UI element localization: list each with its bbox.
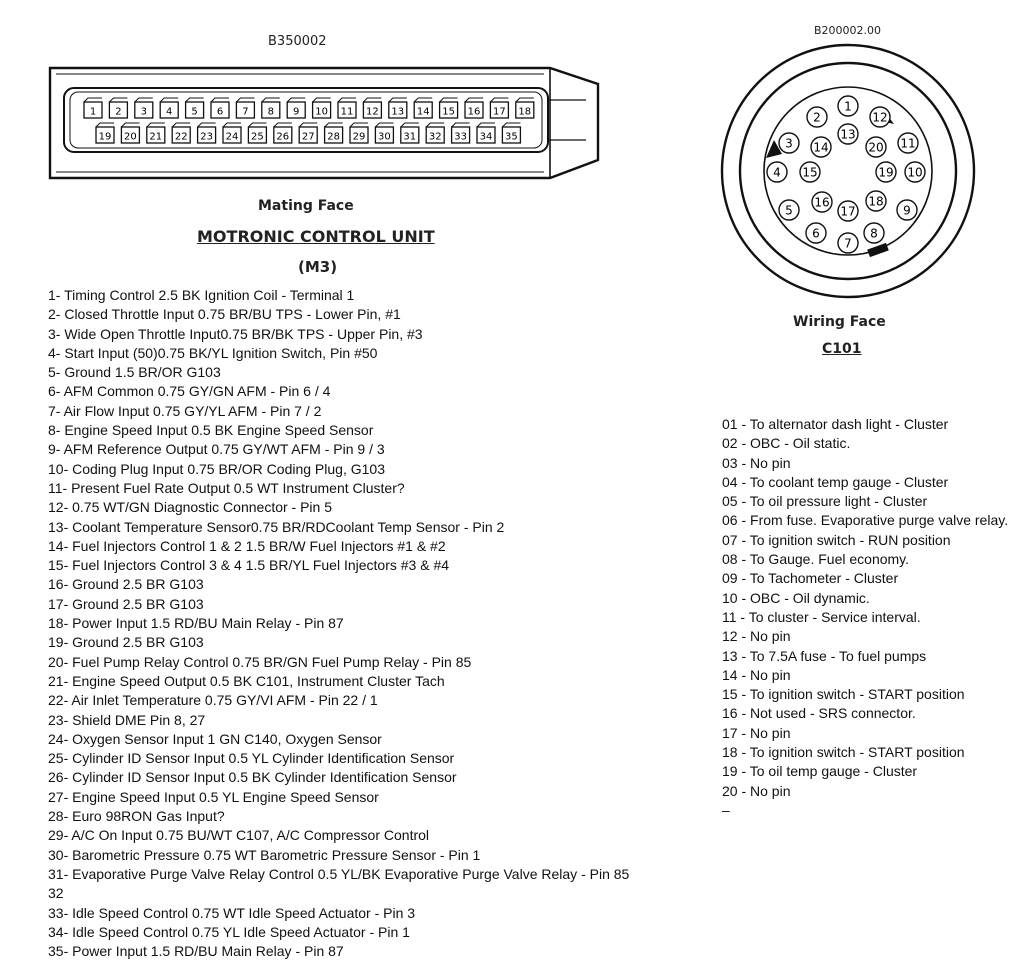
c101-pin <box>866 137 886 157</box>
connector-pin <box>502 123 520 143</box>
ecu-pin-item: 27- Engine Speed Input 0.5 YL Engine Speed Sensor <box>48 788 379 805</box>
c101-pin-label: 13 <box>840 127 856 142</box>
c101-pin <box>870 107 890 127</box>
connector-pin-label: 26 <box>276 131 290 143</box>
connector-pin <box>363 98 381 118</box>
c101-pin-label: 6 <box>812 226 820 241</box>
connector-pin <box>96 123 114 143</box>
c101-pin-label: 4 <box>773 165 781 180</box>
c101-pin-label: 15 <box>802 165 818 180</box>
connector-pin <box>109 98 127 118</box>
c101-pin-item: 04 - To coolant temp gauge - Cluster <box>722 473 949 490</box>
c101-pin-item: 20 - No pin <box>722 782 791 799</box>
ecu-pin-item: 33- Idle Speed Control 0.75 WT Idle Speed Actuator - Pin 3 <box>48 904 416 921</box>
c101-pin-label: 10 <box>907 165 923 180</box>
c101-pin-item: – <box>722 801 730 818</box>
c101-pin <box>779 133 799 153</box>
connector-pin <box>389 98 407 118</box>
connector-pin <box>160 98 178 118</box>
c101-pin <box>838 96 858 116</box>
connector-pin-label: 21 <box>149 131 163 143</box>
ecu-pin-item: 20- Fuel Pump Relay Control 0.75 BR/GN Fuel Pump Relay - Pin 85 <box>48 653 472 670</box>
connector-pin <box>274 123 292 143</box>
c101-pin-label: 8 <box>870 226 878 241</box>
c101-pin-label: 3 <box>785 136 793 151</box>
c101-pin-item: 15 - To ignition switch - START position <box>722 686 965 703</box>
connector-pin-label: 5 <box>191 106 198 118</box>
ecu-pin-item: 13- Coolant Temperature Sensor0.75 BR/RDCoolant Temp Sensor - Pin 2 <box>48 518 505 535</box>
ecu-pin-item: 11- Present Fuel Rate Output 0.5 WT Instrument Cluster? <box>48 479 405 496</box>
c101-pin-label: 20 <box>868 140 884 155</box>
c101-pin <box>838 233 858 253</box>
connector-pin <box>401 123 419 143</box>
c101-pin-item: 17 - No pin <box>722 724 791 741</box>
c101-pin-item: 18 - To ignition switch - START position <box>722 744 965 761</box>
connector-pin <box>426 123 444 143</box>
connector-pin <box>287 98 305 118</box>
c101-pin-item: 03 - No pin <box>722 454 791 471</box>
c101-connector-diagram <box>718 40 984 306</box>
c101-pin-label: 2 <box>813 110 821 125</box>
connector-pin-label: 12 <box>366 106 379 118</box>
ecu-pin-item: 4- Start Input (50)0.75 BK/YL Ignition Switch, Pin #50 <box>48 344 378 361</box>
c101-pin-item: 11 - To cluster - Service interval. <box>722 608 921 625</box>
connector-pin <box>452 123 470 143</box>
ecu-pin-item: 32 <box>48 885 64 902</box>
c101-pin <box>898 133 918 153</box>
ecu-pin-item: 26- Cylinder ID Sensor Input 0.5 BK Cylinder Identification Sensor <box>48 769 457 786</box>
connector-pin <box>490 98 508 118</box>
connector-pin <box>338 98 356 118</box>
connector-pin <box>375 123 393 143</box>
connector-pin <box>516 98 534 118</box>
connector-pin <box>236 98 254 118</box>
ecu-pin-item: 5- Ground 1.5 BR/OR G103 <box>48 364 221 381</box>
c101-pin <box>807 107 827 127</box>
c101-pin <box>767 162 787 182</box>
c101-pin <box>806 223 826 243</box>
ecu-pin-item: 12- 0.75 WT/GN Diagnostic Connector - Pin 5 <box>48 499 333 516</box>
connector-pin <box>223 123 241 143</box>
connector-pin-label: 14 <box>416 106 430 118</box>
ecu-pin-item: 28- Euro 98RON Gas Input? <box>48 808 225 825</box>
ecu-part-code: B350002 <box>268 34 327 49</box>
connector-pin-label: 18 <box>518 106 532 118</box>
c101-pin <box>779 200 799 220</box>
connector-pin-label: 25 <box>251 131 264 143</box>
ecu-pin-item: 10- Coding Plug Input 0.75 BR/OR Coding Plug, G103 <box>48 460 385 477</box>
connector-pin <box>248 123 266 143</box>
c101-pin-label: 12 <box>872 110 888 125</box>
connector-pin-label: 13 <box>391 106 405 118</box>
c101-pin-item: 16 - Not used - SRS connector. <box>722 705 916 722</box>
c101-pin-item: 09 - To Tachometer - Cluster <box>722 570 899 587</box>
connector-pin <box>440 98 458 118</box>
connector-pin <box>350 123 368 143</box>
c101-pin-item: 10 - OBC - Oil dynamic. <box>722 589 870 606</box>
connector-pin-label: 2 <box>115 106 122 118</box>
c101-pin-label: 18 <box>868 194 884 209</box>
ecu-pin-item: 7- Air Flow Input 0.75 GY/YL AFM - Pin 7 / 2 <box>48 402 322 419</box>
connector-pin-label: 9 <box>293 106 300 118</box>
ecu-pin-item: 15- Fuel Injectors Control 3 & 4 1.5 BR/YL Fuel Injectors #3 & #4 <box>48 557 450 574</box>
c101-pin-list <box>722 415 1008 820</box>
ecu-pin-item: 6- AFM Common 0.75 GY/GN AFM - Pin 6 / 4 <box>48 383 331 400</box>
c101-pin-item: 12 - No pin <box>722 628 791 645</box>
page-subtitle: (M3) <box>298 258 338 276</box>
ecu-pin-item: 21- Engine Speed Output 0.5 BK C101, Instrument Cluster Tach <box>48 672 445 689</box>
c101-pin <box>811 137 831 157</box>
ecu-pin-item: 35- Power Input 1.5 RD/BU Main Relay - Pin 87 <box>48 943 344 960</box>
ecu-pin-item: 22- Air Inlet Temperature 0.75 GY/VI AFM - Pin 22 / 1 <box>48 692 378 709</box>
ecu-pin-item: 34- Idle Speed Control 0.75 YL Idle Speed Actuator - Pin 1 <box>48 923 410 940</box>
connector-name: C101 <box>822 341 862 357</box>
c101-pin-item: 06 - From fuse. Evaporative purge valve relay. <box>722 512 1009 529</box>
connector-pin <box>147 123 165 143</box>
c101-pin-label: 5 <box>785 203 793 218</box>
connector-pin <box>477 123 495 143</box>
connector-pin-label: 24 <box>225 131 239 143</box>
mating-face-label: Mating Face <box>258 198 354 214</box>
c101-pin-label: 9 <box>903 203 911 218</box>
connector-pin-label: 8 <box>267 106 274 118</box>
connector-pin-label: 10 <box>315 106 328 118</box>
connector-pin-label: 35 <box>505 131 518 143</box>
connector-pin-label: 17 <box>493 106 506 118</box>
connector-pin-label: 29 <box>352 131 366 143</box>
connector-pin-label: 31 <box>403 131 417 143</box>
ecu-pin-item: 30- Barometric Pressure 0.75 WT Barometric Pressure Sensor - Pin 1 <box>48 846 481 863</box>
connector-pin <box>135 98 153 118</box>
connector-pin-label: 16 <box>467 106 481 118</box>
connector-pin-label: 22 <box>174 131 188 143</box>
c101-pin-item: 19 - To oil temp gauge - Cluster <box>722 763 918 780</box>
connector-pin-label: 30 <box>378 131 391 143</box>
connector-pin <box>262 98 280 118</box>
connector-pin-label: 34 <box>479 131 493 143</box>
connector-pin-label: 28 <box>327 131 340 143</box>
ecu-pin-list <box>48 286 629 961</box>
connector-pin-label: 32 <box>428 131 442 143</box>
ecu-pin-item: 8- Engine Speed Input 0.5 BK Engine Speed Sensor <box>48 422 374 439</box>
c101-pin <box>876 162 896 182</box>
c101-pin-label: 19 <box>878 165 894 180</box>
connector-pin-label: 3 <box>140 106 147 118</box>
connector-pin <box>211 98 229 118</box>
connector-pin-label: 33 <box>454 131 467 143</box>
connector-pin <box>84 98 102 118</box>
ecu-pin-item: 2- Closed Throttle Input 0.75 BR/BU TPS - Lower Pin, #1 <box>48 306 401 323</box>
connector-pin-label: 11 <box>340 106 354 118</box>
key-notch-bottom <box>867 243 889 257</box>
c101-pin <box>838 124 858 144</box>
c101-pin-item: 02 - OBC - Oil static. <box>722 435 851 452</box>
page-title: MOTRONIC CONTROL UNIT <box>197 227 435 246</box>
c101-pin-label: 14 <box>813 140 829 155</box>
connector-pin-label: 19 <box>98 131 112 143</box>
connector-pin-label: 15 <box>442 106 455 118</box>
connector-pin <box>325 123 343 143</box>
c101-pin-item: 13 - To 7.5A fuse - To fuel pumps <box>722 647 927 664</box>
c101-pin-item: 07 - To ignition switch - RUN position <box>722 531 951 548</box>
c101-pin <box>838 201 858 221</box>
c101-pin <box>905 162 925 182</box>
c101-pin-label: 16 <box>814 195 830 210</box>
ecu-connector-diagram <box>40 60 610 190</box>
ecu-pin-item: 17- Ground 2.5 BR G103 <box>48 595 204 612</box>
connector-pin <box>172 123 190 143</box>
ecu-pin-item: 19- Ground 2.5 BR G103 <box>48 634 204 651</box>
ecu-pin-item: 9- AFM Reference Output 0.75 GY/WT AFM - Pin 9 / 3 <box>48 441 385 458</box>
ecu-pin-item: 1- Timing Control 2.5 BK Ignition Coil - Terminal 1 <box>48 287 355 303</box>
connector-pin <box>186 98 204 118</box>
c101-pin <box>812 192 832 212</box>
connector-pin-label: 23 <box>200 131 213 143</box>
ecu-pin-item: 29- A/C On Input 0.75 BU/WT C107, A/C Compressor Control <box>48 827 430 844</box>
c101-pin-item: 08 - To Gauge. Fuel economy. <box>722 551 910 568</box>
connector-pin-label: 27 <box>301 131 315 143</box>
connector-pin <box>121 123 139 143</box>
connector-pin <box>465 98 483 118</box>
connector-pin <box>299 123 317 143</box>
c101-pin <box>864 223 884 243</box>
connector-pin <box>198 123 216 143</box>
connector-pin-label: 4 <box>166 106 173 118</box>
ecu-pin-item: 31- Evaporative Purge Valve Relay Control 0.5 YL/BK Evaporative Purge Valve Relay - Pin 85 <box>48 865 630 882</box>
connector-pin-label: 7 <box>242 106 249 118</box>
c101-pin <box>897 200 917 220</box>
c101-pin-item: 14 - No pin <box>722 666 791 683</box>
ecu-pin-item: 23- Shield DME Pin 8, 27 <box>48 711 206 728</box>
connector-pin-label: 6 <box>216 106 224 118</box>
ecu-pin-item: 3- Wide Open Throttle Input0.75 BR/BK TPS - Upper Pin, #3 <box>48 325 423 342</box>
ecu-pin-item: 24- Oxygen Sensor Input 1 GN C140, Oxygen Sensor <box>48 730 382 747</box>
c101-pin-item: 01 - To alternator dash light - Cluster <box>722 416 949 432</box>
connector-pin-label: 20 <box>124 131 137 143</box>
c101-pin-label: 11 <box>900 136 916 151</box>
ecu-pin-item: 18- Power Input 1.5 RD/BU Main Relay - Pin 87 <box>48 615 344 632</box>
connector-pin <box>414 98 432 118</box>
c101-pin-label: 7 <box>844 236 852 251</box>
c101-pin-label: 17 <box>840 204 856 219</box>
c101-pin-label: 1 <box>844 99 852 114</box>
connector-pin <box>313 98 331 118</box>
c101-pin-item: 05 - To oil pressure light - Cluster <box>722 493 928 510</box>
connector-pin-label: 1 <box>89 106 97 118</box>
ecu-pin-item: 25- Cylinder ID Sensor Input 0.5 YL Cylinder Identification Sensor <box>48 750 455 767</box>
c101-pin <box>800 162 820 182</box>
ecu-pin-item: 16- Ground 2.5 BR G103 <box>48 576 204 593</box>
wiring-face-label: Wiring Face <box>793 314 886 330</box>
c101-pin <box>866 191 886 211</box>
ecu-pin-item: 14- Fuel Injectors Control 1 & 2 1.5 BR/W Fuel Injectors #1 & #2 <box>48 537 446 554</box>
c101-part-code: B200002.00 <box>814 24 882 37</box>
